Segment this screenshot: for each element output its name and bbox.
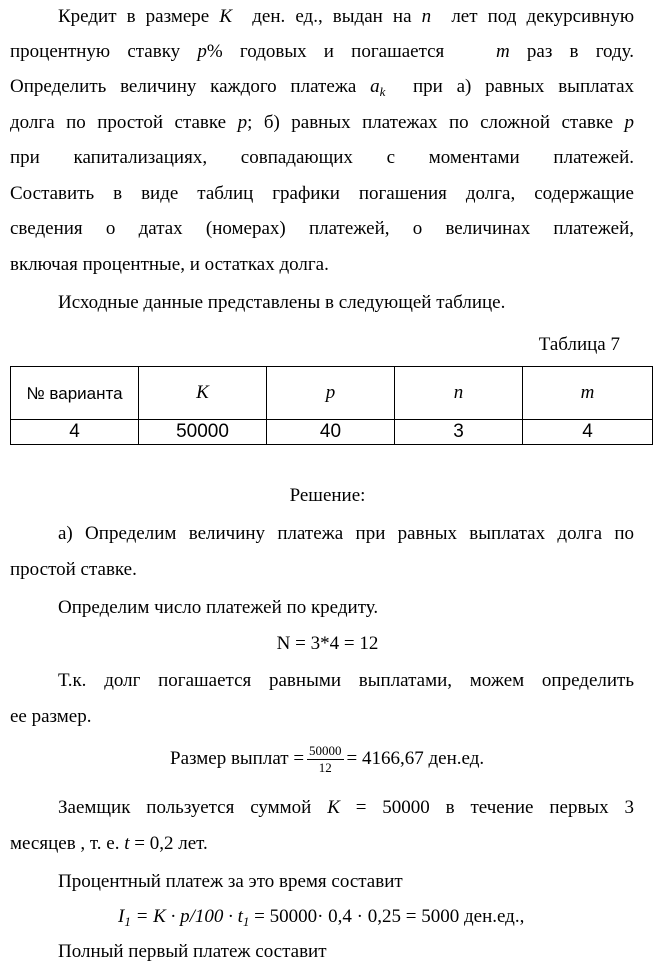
- cell-n: 3: [395, 420, 523, 445]
- intro-line-4: долга по простой ставке p; б) равных платежах по сложной ставке p: [10, 112, 635, 133]
- header-p: p: [267, 367, 395, 420]
- cell-p: 40: [267, 420, 395, 445]
- table-caption: Таблица 7: [538, 334, 620, 355]
- interest-text: Процентный платеж за это время составит: [58, 871, 403, 892]
- cell-m: 4: [523, 420, 653, 445]
- intro-line-5: при капитализациях, совпадающих с моментами платежей.: [10, 147, 634, 168]
- count-text: Определим число платежей по кредиту.: [58, 597, 379, 618]
- cell-variant: 4: [11, 420, 139, 445]
- header-m: m: [523, 367, 653, 420]
- use-line-2: месяцев , т. е. t = 0,2 лет.: [10, 833, 208, 854]
- full-first-text: Полный первый платеж составит: [58, 941, 327, 962]
- interest-formula: $I_1 = K \cdot p/100 \cdot t_1 = 50000\cdot 0,4 \cdot 0,25 = 5000$ ден.ед.,: [118, 906, 525, 929]
- data-table: [10, 366, 653, 445]
- equal-line-1: Т.к. долг погашается равными выплатами, можем определить: [58, 670, 634, 691]
- cell-k: 50000: [139, 420, 267, 445]
- count-formula: N = 3*4 = 12: [276, 633, 379, 654]
- intro-line-3: Определить величину каждого платежа $a_k$ при а) равных выплатах: [10, 76, 635, 99]
- intro-line-7: сведения о датах (номерах) платежей, о величинах платежей,: [10, 218, 634, 239]
- equal-line-2: ее размер.: [10, 706, 92, 727]
- use-line-1: Заемщик пользуется суммой K = 50000 в течение первых 3: [58, 797, 635, 818]
- intro-line-2: процентную ставку p% годовых и погашается m раз в году.: [10, 41, 635, 62]
- table-intro: Исходные данные представлены в следующей таблице.: [58, 292, 506, 313]
- part-a-line-1: а) Определим величину платежа при равных выплатах долга по: [58, 523, 634, 544]
- intro-line-8: включая процентные, и остатках долга.: [10, 254, 329, 275]
- payment-fraction: $\frac{50000}{12}$: [309, 743, 342, 776]
- part-a-line-2: простой ставке.: [10, 559, 137, 580]
- payment-formula: Размер выплат = $\frac{50000}{12}$ = 4166,67 ден.ед.: [170, 743, 485, 776]
- table-header-row: [11, 367, 653, 420]
- solution-heading: Решение:: [289, 485, 366, 506]
- header-n: n: [395, 367, 523, 420]
- intro-line-1: Кредит в размере K ден. ед., выдан на n лет под декурсивную: [58, 6, 635, 27]
- intro-line-6: Составить в виде таблиц графики погашения долга, содержащие: [10, 183, 634, 204]
- header-variant: № варианта: [11, 367, 139, 420]
- table-row: [11, 420, 653, 445]
- header-k: K: [139, 367, 267, 420]
